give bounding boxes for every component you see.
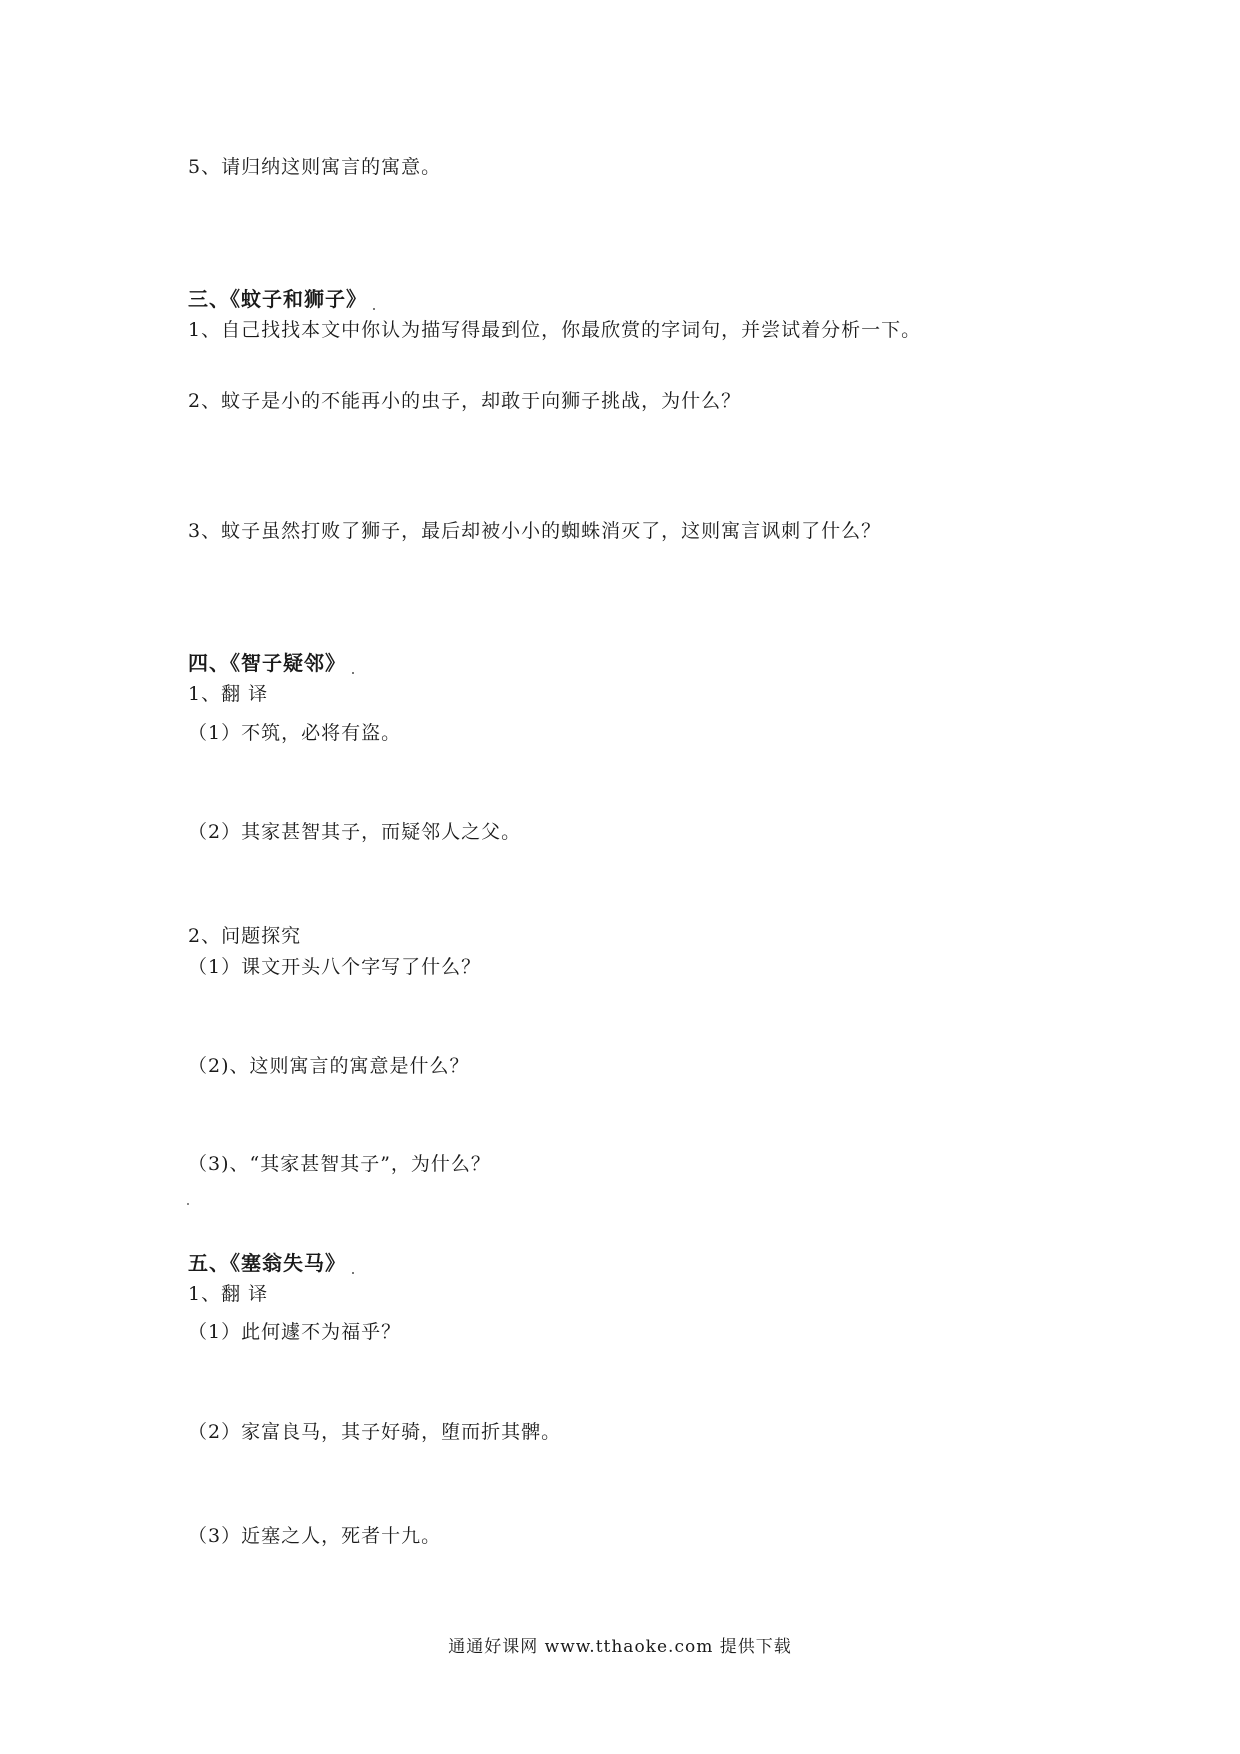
- section-4-explore-3: （3)、“其家甚智其子”，为什么？: [188, 1153, 491, 1175]
- section-3-heading: 三、《蚊子和狮子》: [188, 287, 375, 311]
- section-5-translate-3: （3）近塞之人，死者十九。: [188, 1525, 442, 1547]
- scan-dot: [373, 308, 375, 310]
- scan-speck: [187, 1203, 189, 1205]
- section-5-translate-title: 1、翻 译: [188, 1283, 269, 1305]
- section-3-question-3: 3、蚊子虽然打败了狮子，最后却被小小的蜘蛛消灭了，这则寓言讽刺了什么？: [188, 520, 882, 542]
- section-4-explore-title: 2、问题探究: [188, 925, 302, 947]
- section-4-translate-title: 1、翻 译: [188, 683, 269, 705]
- scan-dot: [352, 672, 354, 674]
- section-4-heading: 四、《智子疑邻》: [188, 651, 354, 675]
- section-4-explore-2: （2)、这则寓言的寓意是什么？: [188, 1055, 470, 1077]
- section-4-translate-2: （2）其家甚智其子，而疑邻人之父。: [188, 821, 522, 843]
- section-3-question-2: 2、蚊子是小的不能再小的虫子，却敢于向狮子挑战，为什么？: [188, 390, 742, 412]
- section-5-translate-2: （2）家富良马，其子好骑，堕而折其髀。: [188, 1421, 562, 1443]
- section-5-translate-1: （1）此何遽不为福乎？: [188, 1321, 402, 1343]
- scan-dot: [352, 1272, 354, 1274]
- question-5-summary: 5、请归纳这则寓言的寓意。: [188, 156, 442, 178]
- section-3-question-1: 1、自己找找本文中你认为描写得最到位，你最欣赏的字词句，并尝试着分析一下。: [188, 319, 922, 341]
- section-5-heading: 五、《塞翁失马》: [188, 1251, 354, 1275]
- section-4-translate-1: （1）不筑，必将有盗。: [188, 722, 402, 744]
- page-footer: 通通好课网 www.tthaoke.com 提供下载: [448, 1637, 792, 1657]
- section-4-explore-1: （1）课文开头八个字写了什么？: [188, 956, 482, 978]
